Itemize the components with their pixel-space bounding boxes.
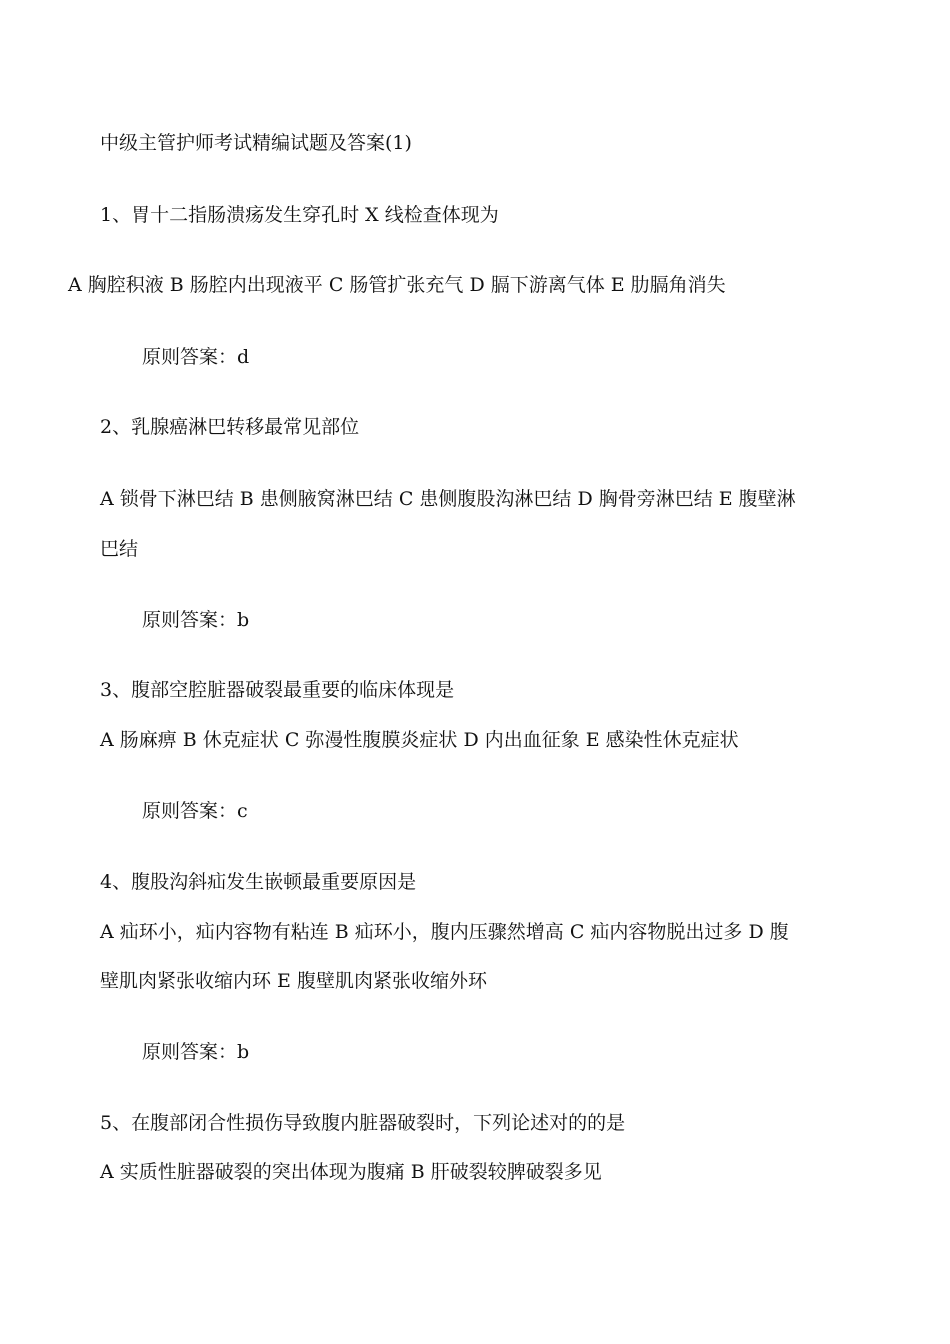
question-2-answer: 原则答案：b	[142, 609, 250, 631]
question-3-answer: 原则答案：c	[142, 800, 248, 822]
document-title: 中级主管护师考试精编试题及答案(1)	[100, 132, 412, 154]
question-4-options-line-1: A 疝环小，疝内容物有粘连 B 疝环小，腹内压骤然增高 C 疝内容物脱出过多 D 腹	[100, 921, 789, 943]
question-3-options: A 肠麻痹 B 休克症状 C 弥漫性腹膜炎症状 D 内出血征象 E 感染性休克症状	[100, 729, 739, 751]
question-2-options-line-2: 巴结	[100, 538, 139, 560]
question-4-stem: 4、腹股沟斜疝发生嵌顿最重要原因是	[100, 871, 417, 893]
question-2-stem: 2、乳腺癌淋巴转移最常见部位	[100, 416, 360, 438]
question-3-stem: 3、腹部空腔脏器破裂最重要的临床体现是	[100, 679, 455, 701]
question-2-options-line-1: A 锁骨下淋巴结 B 患侧腋窝淋巴结 C 患侧腹股沟淋巴结 D 胸骨旁淋巴结 E 腹壁淋	[100, 488, 796, 510]
question-1-stem: 1、胃十二指肠溃疡发生穿孔时 X 线检查体现为	[100, 204, 499, 226]
question-1-options: A 胸腔积液 B 肠腔内出现液平 C 肠管扩张充气 D 膈下游离气体 E 肋膈角消失	[68, 274, 726, 296]
question-4-answer: 原则答案：b	[142, 1041, 250, 1063]
question-5-options: A 实质性脏器破裂的突出体现为腹痛 B 肝破裂较脾破裂多见	[100, 1161, 602, 1183]
question-4-options-line-2: 壁肌肉紧张收缩内环 E 腹壁肌肉紧张收缩外环	[100, 970, 487, 992]
question-5-stem: 5、在腹部闭合性损伤导致腹内脏器破裂时，下列论述对的的是	[100, 1112, 626, 1134]
question-1-answer: 原则答案：d	[142, 346, 250, 368]
